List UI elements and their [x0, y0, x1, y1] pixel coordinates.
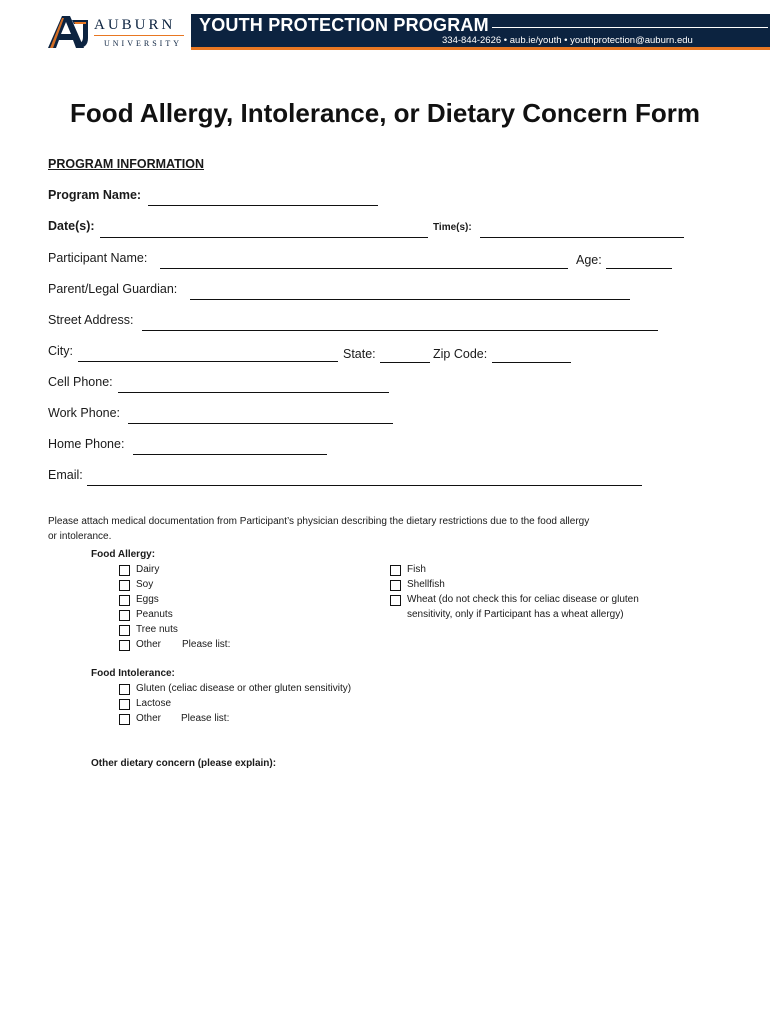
home-phone-field[interactable]	[133, 454, 327, 455]
shellfish-checkbox[interactable]	[390, 580, 401, 591]
other-dietary-concern-label: Other dietary concern (please explain):	[91, 758, 277, 769]
documentation-note-cont: or intolerance.	[48, 531, 112, 542]
soy-checkbox[interactable]	[119, 580, 130, 591]
state-field[interactable]	[380, 362, 430, 363]
cell-phone-label: Cell Phone:	[48, 375, 113, 389]
tree-nuts-label: Tree nuts	[136, 624, 178, 635]
banner-rule	[492, 27, 768, 28]
wheat-checkbox[interactable]	[390, 595, 401, 606]
intolerance-other-label: Other	[136, 713, 162, 724]
logo-wordmark: AUBURN	[94, 17, 176, 33]
shellfish-label: Shellfish	[407, 579, 445, 590]
fish-checkbox[interactable]	[390, 565, 401, 576]
wheat-label-cont: sensitivity, only if Participant has a wheat allergy)	[407, 609, 624, 620]
food-intolerance-heading: Food Intolerance:	[91, 668, 175, 679]
city-field[interactable]	[78, 361, 338, 362]
cell-phone-field[interactable]	[118, 392, 389, 393]
allergy-other-label: Other	[136, 639, 162, 650]
participant-name-label: Participant Name:	[48, 251, 148, 265]
wheat-label: Wheat (do not check this for celiac disease or gluten	[407, 594, 639, 605]
age-label: Age:	[576, 253, 602, 267]
form-title: Food Allergy, Intolerance, or Dietary Concern Form	[70, 98, 700, 128]
gluten-checkbox[interactable]	[119, 684, 130, 695]
zip-label: Zip Code:	[433, 347, 488, 361]
email-label: Email:	[48, 468, 83, 482]
logo-divider	[94, 35, 184, 36]
dates-label: Date(s):	[48, 219, 95, 233]
section-heading: PROGRAM INFORMATION	[48, 157, 205, 171]
fish-label: Fish	[407, 564, 426, 575]
times-label: Time(s):	[433, 222, 472, 233]
soy-label: Soy	[136, 579, 154, 590]
home-phone-label: Home Phone:	[48, 437, 125, 451]
auburn-au-logo-icon	[46, 14, 90, 50]
page-header	[0, 0, 770, 60]
gluten-label: Gluten (celiac disease or other gluten sensitivity)	[136, 683, 352, 694]
work-phone-field[interactable]	[128, 423, 393, 424]
dairy-label: Dairy	[136, 564, 160, 575]
documentation-note: Please attach medical documentation from Participant’s physician describing the dietary restrictions due to the food allergy	[48, 516, 590, 527]
guardian-field[interactable]	[190, 299, 630, 300]
allergy-please-list-label: Please list:	[182, 639, 231, 650]
program-contact: 334-844-2626 • aub.ie/youth • youthprotection@auburn.edu	[442, 35, 693, 46]
participant-name-field[interactable]	[160, 268, 568, 269]
program-title: YOUTH PROTECTION PROGRAM	[199, 15, 489, 35]
city-label: City:	[48, 344, 73, 358]
eggs-label: Eggs	[136, 594, 159, 605]
peanuts-label: Peanuts	[136, 609, 173, 620]
program-name-label: Program Name:	[48, 188, 142, 202]
times-field[interactable]	[480, 237, 684, 238]
work-phone-label: Work Phone:	[48, 406, 121, 420]
lactose-checkbox[interactable]	[119, 699, 130, 710]
food-allergy-heading: Food Allergy:	[91, 549, 156, 560]
zip-field[interactable]	[492, 362, 571, 363]
dates-field[interactable]	[100, 237, 428, 238]
street-address-label: Street Address:	[48, 313, 134, 327]
guardian-label: Parent/Legal Guardian:	[48, 282, 178, 296]
lactose-label: Lactose	[136, 698, 172, 709]
dairy-checkbox[interactable]	[119, 565, 130, 576]
allergy-other-checkbox[interactable]	[119, 640, 130, 651]
street-address-field[interactable]	[142, 330, 658, 331]
tree-nuts-checkbox[interactable]	[119, 625, 130, 636]
logo-subtitle: UNIVERSITY	[104, 39, 182, 48]
intolerance-other-checkbox[interactable]	[119, 714, 130, 725]
intolerance-please-list-label: Please list:	[181, 713, 230, 724]
age-field[interactable]	[606, 268, 672, 269]
peanuts-checkbox[interactable]	[119, 610, 130, 621]
program-name-field[interactable]	[148, 205, 378, 206]
state-label: State:	[343, 347, 376, 361]
email-field[interactable]	[87, 485, 642, 486]
eggs-checkbox[interactable]	[119, 595, 130, 606]
